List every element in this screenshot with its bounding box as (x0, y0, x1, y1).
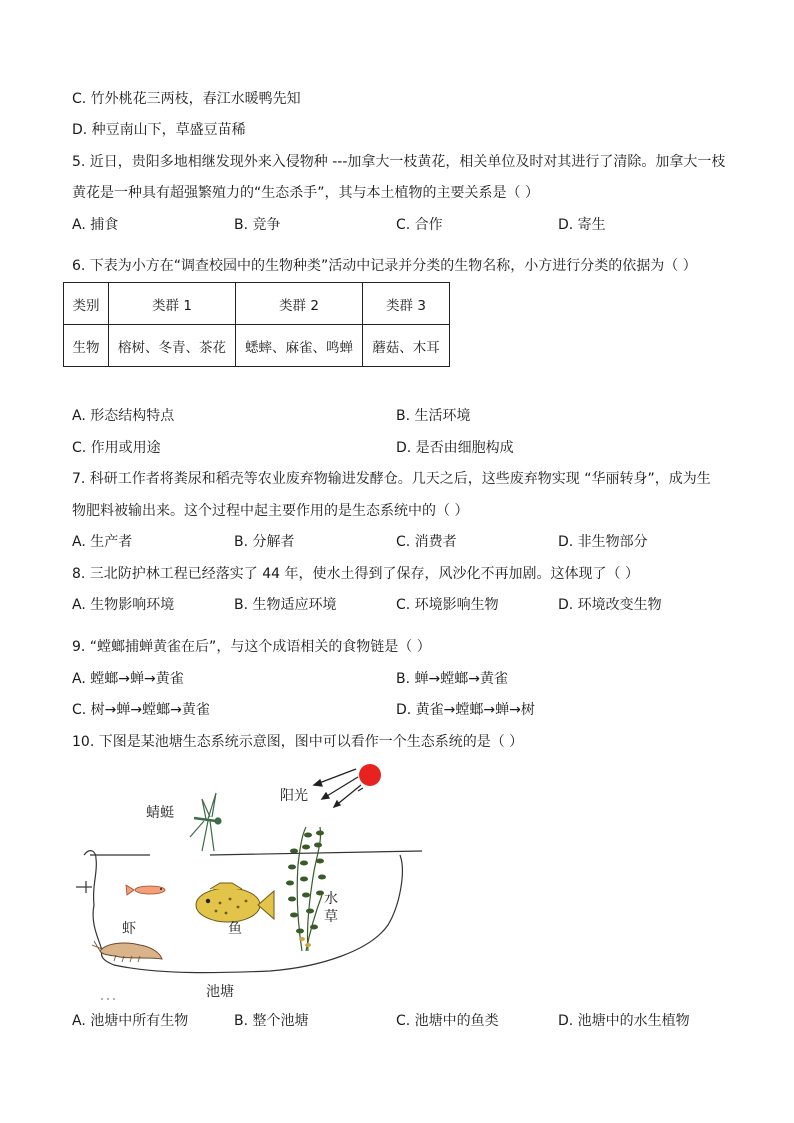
table-header-cell: 类群 1 (109, 283, 236, 325)
table-cell: 生物 (64, 325, 109, 367)
shrimp-icon (92, 941, 162, 962)
table-header-cell: 类别 (64, 283, 109, 325)
q8-stem: 8. 三北防护林工程已经落实了 44 年，使水土得到了保存，风沙化不再加剧。这体现了（ ） (72, 566, 639, 582)
q6-option-b: B. 生活环境 (396, 408, 471, 424)
q6-option-a: A. 形态结构特点 (72, 408, 175, 424)
q10-option-b: B. 整个池塘 (234, 1013, 309, 1029)
q6-option-d: D. 是否由细胞构成 (396, 440, 514, 456)
q9-option-a: A. 螳螂→蝉→黄雀 (72, 671, 184, 687)
q4-option-c: C. 竹外桃花三两枝，春江水暖鸭先知 (72, 91, 301, 107)
q8-option-d: D. 环境改变生物 (558, 597, 662, 613)
sunlight-label: 阳光 (280, 788, 308, 804)
q10-option-c: C. 池塘中的鱼类 (396, 1013, 499, 1029)
q7-option-c: C. 消费者 (396, 534, 457, 550)
q9-stem: 9. “螳螂捕蝉黄雀在后”，与这个成语相关的食物链是（ ） (72, 639, 431, 655)
table-cell: 蘑菇、木耳 (363, 325, 450, 367)
q4-option-d: D. 种豆南山下，草盛豆苗稀 (72, 122, 246, 138)
q10-stem: 10. 下图是某池塘生态系统示意图，图中可以看作一个生态系统的是（ ） (72, 734, 524, 750)
q7-option-b: B. 分解者 (234, 534, 295, 550)
water-plant-label-2: 草 (324, 909, 338, 925)
q7-stem-line2: 物肥料被输出来。这个过程中起主要作用的是生态系统中的（ ） (72, 503, 469, 519)
pond-label: 池塘 (206, 984, 234, 1000)
q5-option-c: C. 合作 (396, 217, 443, 233)
q6-stem: 6. 下表为小方在“调查校园中的生物种类”活动中记录并分类的生物名称，小方进行分类的依据为（ ） (72, 258, 697, 274)
q8-option-a: A. 生物影响环境 (72, 597, 175, 613)
q5-option-d: D. 寄生 (558, 217, 606, 233)
dragonfly-label: 蜻蜓 (146, 805, 174, 821)
water-plant-icon (286, 827, 326, 951)
q7-option-a: A. 生产者 (72, 534, 133, 550)
q9-option-b: B. 蝉→螳螂→黄雀 (396, 671, 508, 687)
q6-option-c: C. 作用或用途 (72, 440, 161, 456)
pond-ecosystem-figure (70, 755, 430, 1005)
small-fish-icon (126, 885, 165, 895)
table-header-cell: 类群 3 (363, 283, 450, 325)
table-row (64, 325, 450, 367)
table-cell: 榕树、冬青、茶花 (109, 325, 236, 367)
sunlight-arrows (314, 769, 363, 807)
table-header-cell: 类群 2 (236, 283, 363, 325)
q8-option-b: B. 生物适应环境 (234, 597, 337, 613)
fish-icon (196, 883, 274, 922)
q5-stem-line1: 5. 近日，贵阳多地相继发现外来入侵物种 ---加拿大一枝黄花，相关单位及时对其进行了清除。加拿大一枝 (72, 154, 726, 170)
q5-option-a: A. 捕食 (72, 217, 119, 233)
q7-option-d: D. 非生物部分 (558, 534, 648, 550)
table-header-row (64, 283, 450, 325)
sun-icon (359, 764, 381, 786)
q10-option-d: D. 池塘中的水生植物 (558, 1013, 690, 1029)
classification-table (63, 282, 450, 367)
q5-option-b: B. 竞争 (234, 217, 281, 233)
q10-option-a: A. 池塘中所有生物 (72, 1013, 189, 1029)
q9-option-d: D. 黄雀→螳螂→蝉→树 (396, 702, 535, 718)
q9-option-c: C. 树→蝉→螳螂→黄雀 (72, 702, 210, 718)
q8-option-c: C. 环境影响生物 (396, 597, 499, 613)
shrimp-label: 虾 (122, 921, 136, 937)
pond-illustration (70, 755, 430, 1005)
q5-stem-line2: 黄花是一种具有超强繁殖力的“生态杀手”，其与本土植物的主要关系是（ ） (72, 185, 539, 201)
table-cell: 蟋蟀、麻雀、鸣蝉 (236, 325, 363, 367)
pond-bottom-dots (101, 998, 115, 1000)
fish-label: 鱼 (228, 921, 242, 937)
q7-stem-line1: 7. 科研工作者将粪尿和稻壳等农业废弃物输进发酵仓。几天之后，这些废弃物实现 “华丽转身”，成为生 (72, 471, 711, 487)
dragonfly-icon (190, 793, 221, 851)
water-plant-label-1: 水 (324, 891, 338, 907)
